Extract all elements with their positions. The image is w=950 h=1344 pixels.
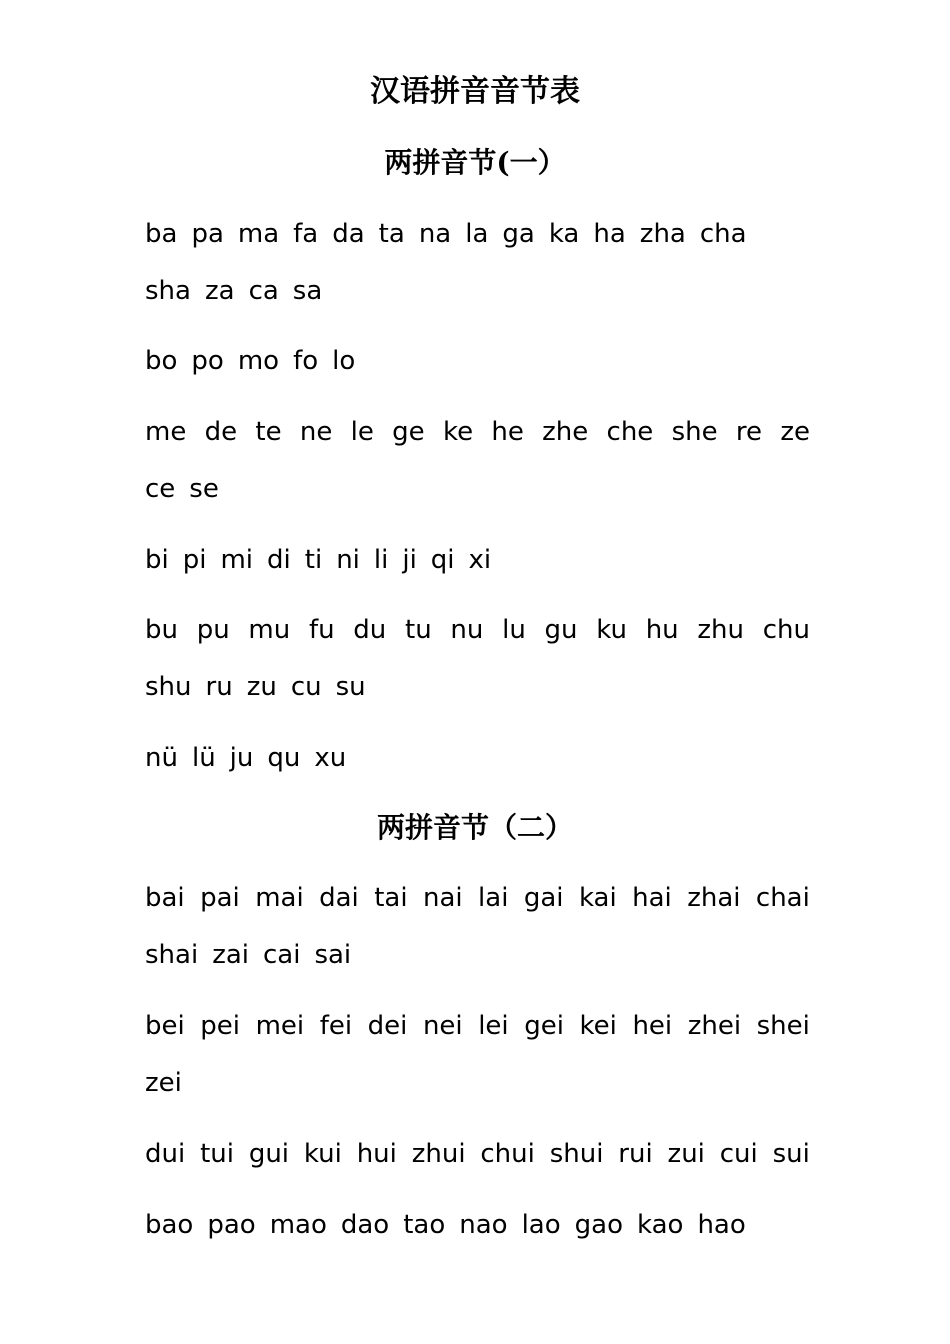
syllable: se <box>189 474 219 504</box>
syllable: zhu <box>697 615 744 645</box>
syllable: sui <box>772 1139 810 1169</box>
syllable: pa <box>191 219 224 249</box>
syllable: zhe <box>542 417 589 447</box>
syllable: da <box>332 219 365 249</box>
syllable: cu <box>290 672 322 702</box>
syllable: sha <box>145 276 191 306</box>
syllable: zhei <box>687 1011 742 1041</box>
syllable: tui <box>200 1139 234 1169</box>
syllable-line <box>145 263 810 320</box>
syllable: nao <box>459 1210 508 1240</box>
syllable: kao <box>637 1210 684 1240</box>
syllable: po <box>191 346 224 376</box>
syllable: ze <box>780 417 810 447</box>
syllable: nu <box>450 615 484 645</box>
syllable-group-o <box>145 333 810 390</box>
syllable: tai <box>374 883 408 913</box>
syllable: hai <box>632 883 672 913</box>
syllable: zhai <box>687 883 741 913</box>
syllable: fo <box>293 346 319 376</box>
syllable: shui <box>549 1139 604 1169</box>
syllable: ru <box>205 672 233 702</box>
syllable: pu <box>196 615 230 645</box>
syllable: me <box>145 417 187 447</box>
syllable: mai <box>255 883 304 913</box>
syllable: de <box>204 417 238 447</box>
section-heading-2: 两拼音节（二） <box>376 811 573 844</box>
syllable: ta <box>378 219 405 249</box>
syllable: hao <box>697 1210 746 1240</box>
syllable: lai <box>478 883 509 913</box>
syllable: bu <box>145 615 178 645</box>
syllable: chui <box>480 1139 535 1169</box>
syllable-group-ei <box>145 998 810 1112</box>
syllable: dei <box>367 1011 408 1041</box>
syllable: ba <box>145 219 178 249</box>
syllable: zai <box>212 940 249 970</box>
syllable: gu <box>544 615 578 645</box>
syllable: hu <box>645 615 679 645</box>
syllable: qi <box>430 545 455 575</box>
syllable: hui <box>356 1139 397 1169</box>
syllable: nai <box>422 883 463 913</box>
syllable: kui <box>303 1139 342 1169</box>
syllable: lei <box>478 1011 509 1041</box>
syllable: gei <box>524 1011 564 1041</box>
syllable: mu <box>248 615 291 645</box>
syllable-line <box>145 870 810 927</box>
page-title: 汉语拼音音节表 <box>370 74 580 109</box>
syllable: dui <box>145 1139 186 1169</box>
syllable-line <box>145 730 810 787</box>
syllable: nü <box>145 743 178 773</box>
syllable: ca <box>248 276 279 306</box>
syllable: bo <box>145 346 178 376</box>
syllable: gai <box>523 883 564 913</box>
syllable: che <box>606 417 654 447</box>
syllable: shu <box>145 672 192 702</box>
syllable: pai <box>200 883 240 913</box>
syllable-line <box>145 998 810 1055</box>
syllable: ma <box>237 219 280 249</box>
syllable: dao <box>340 1210 390 1240</box>
syllable: te <box>255 417 282 447</box>
syllable-group-a <box>145 206 810 320</box>
syllable: fu <box>308 615 335 645</box>
syllable: mao <box>269 1210 327 1240</box>
syllable-line <box>145 927 810 984</box>
syllable: hei <box>632 1011 673 1041</box>
syllable-group-e <box>145 404 810 518</box>
syllable: tao <box>403 1210 446 1240</box>
syllable: she <box>671 417 718 447</box>
syllable: ne <box>299 417 333 447</box>
syllable-group-ai <box>145 870 810 984</box>
syllable: qu <box>267 743 301 773</box>
syllable: bai <box>145 883 185 913</box>
syllable: cha <box>699 219 747 249</box>
syllable: zhui <box>411 1139 466 1169</box>
syllable: bao <box>145 1210 194 1240</box>
syllable: du <box>353 615 387 645</box>
syllable: lü <box>191 743 216 773</box>
syllable: xi <box>468 545 492 575</box>
syllable: re <box>735 417 763 447</box>
syllable: mo <box>237 346 280 376</box>
syllable: zei <box>145 1068 182 1098</box>
syllable: na <box>418 219 452 249</box>
syllable: ni <box>336 545 360 575</box>
syllable: lao <box>521 1210 561 1240</box>
syllable: su <box>335 672 366 702</box>
syllable-group-ui <box>145 1126 810 1183</box>
syllable: gao <box>574 1210 623 1240</box>
syllable: nei <box>422 1011 463 1041</box>
syllable: shei <box>756 1011 810 1041</box>
syllable: xu <box>314 743 347 773</box>
syllable: he <box>491 417 524 447</box>
syllable: ji <box>402 545 417 575</box>
syllable: ju <box>229 743 254 773</box>
syllable: pi <box>182 545 207 575</box>
syllable: cai <box>263 940 301 970</box>
syllable: dai <box>319 883 359 913</box>
syllable: ke <box>442 417 474 447</box>
syllable: zha <box>639 219 686 249</box>
syllable: zu <box>246 672 277 702</box>
syllable: shai <box>145 940 199 970</box>
syllable: sai <box>314 940 352 970</box>
syllable: sa <box>292 276 323 306</box>
syllable: tu <box>405 615 432 645</box>
syllable: kai <box>578 883 617 913</box>
syllable: bi <box>145 545 169 575</box>
section-heading-1: 两拼音节(一） <box>384 146 566 179</box>
syllable-line <box>145 1126 810 1183</box>
syllable: pao <box>207 1210 256 1240</box>
syllable: cui <box>719 1139 758 1169</box>
syllable-group-v <box>145 730 810 787</box>
syllable: ti <box>304 545 323 575</box>
syllable: mi <box>220 545 254 575</box>
syllable-line <box>145 333 810 390</box>
syllable: ka <box>548 219 580 249</box>
syllable-line <box>145 532 810 589</box>
syllable-group-ao <box>145 1197 810 1254</box>
syllable-line <box>145 659 810 716</box>
syllable-line <box>145 206 810 263</box>
syllable: di <box>267 545 291 575</box>
syllable: bei <box>145 1011 185 1041</box>
syllable: le <box>350 417 374 447</box>
syllable-line <box>145 1197 810 1254</box>
syllable: rui <box>618 1139 653 1169</box>
syllable: chai <box>755 883 810 913</box>
syllable: ga <box>502 219 535 249</box>
syllable-line <box>145 1055 810 1112</box>
syllable: fei <box>319 1011 353 1041</box>
syllable-group-i <box>145 532 810 589</box>
syllable: ha <box>593 219 626 249</box>
syllable: za <box>204 276 235 306</box>
syllable: kei <box>579 1011 617 1041</box>
syllable-line <box>145 602 810 659</box>
syllable: lu <box>502 615 526 645</box>
syllable: pei <box>200 1011 241 1041</box>
syllable: la <box>465 219 489 249</box>
syllable: ku <box>596 615 627 645</box>
syllable: ge <box>392 417 425 447</box>
syllable-line <box>145 461 810 518</box>
syllable: zui <box>667 1139 705 1169</box>
syllable: fa <box>293 219 319 249</box>
syllable: gui <box>248 1139 290 1169</box>
syllable: ce <box>145 474 176 504</box>
syllable-group-u <box>145 602 810 716</box>
syllable: lo <box>332 346 356 376</box>
syllable: chu <box>762 615 810 645</box>
syllable: li <box>373 545 389 575</box>
syllable: mei <box>255 1011 305 1041</box>
syllable-line <box>145 404 810 461</box>
